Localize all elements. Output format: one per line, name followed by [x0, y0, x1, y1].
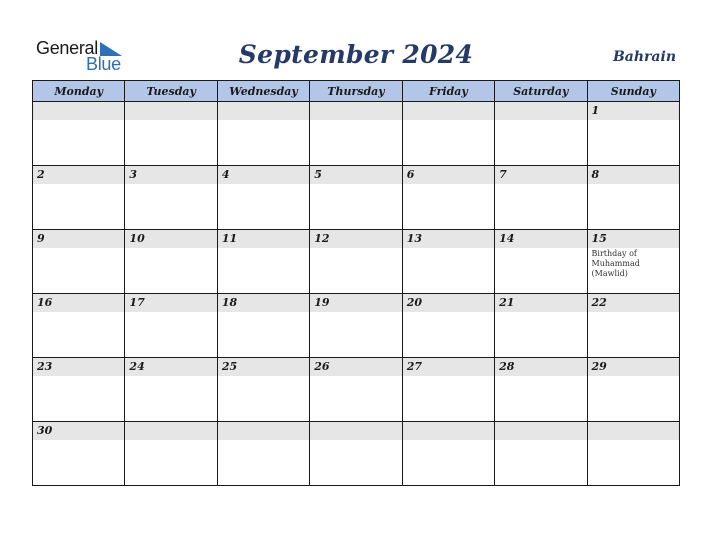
day-number-band	[403, 102, 494, 120]
day-number: 4	[221, 168, 230, 181]
day-cell	[310, 358, 402, 422]
day-number: 12	[314, 232, 330, 245]
day-number-band	[310, 358, 401, 376]
day-cell	[125, 294, 217, 358]
day-number-band	[33, 102, 124, 120]
day-cell	[217, 294, 309, 358]
day-number: 5	[314, 168, 322, 181]
empty-day-cell	[125, 422, 217, 486]
day-number-band	[588, 102, 679, 120]
day-cell	[587, 230, 679, 294]
day-number: 14	[499, 232, 515, 245]
day-number: 19	[314, 296, 330, 309]
day-number-band	[403, 294, 494, 312]
day-number: 24	[129, 360, 145, 373]
day-cell	[33, 422, 125, 486]
day-cell	[310, 294, 402, 358]
day-number-band	[495, 230, 586, 248]
day-number-band	[218, 294, 309, 312]
day-number-band	[33, 294, 124, 312]
day-number-band	[218, 422, 309, 440]
day-cell	[217, 166, 309, 230]
day-cell	[125, 166, 217, 230]
day-number-band	[403, 230, 494, 248]
week-row	[33, 358, 680, 422]
day-number-band	[403, 166, 494, 184]
day-number-band	[310, 166, 401, 184]
day-cell	[310, 166, 402, 230]
day-number-band	[588, 294, 679, 312]
day-number-band	[495, 422, 586, 440]
day-cell	[217, 358, 309, 422]
calendar-grid	[32, 80, 680, 486]
day-number-band	[218, 166, 309, 184]
day-cell	[402, 230, 494, 294]
day-number-band	[588, 422, 679, 440]
day-cell	[402, 358, 494, 422]
day-number-band	[33, 422, 124, 440]
day-number-band	[310, 422, 401, 440]
day-cell	[217, 230, 309, 294]
day-number: 10	[129, 232, 145, 245]
day-number: 25	[221, 360, 238, 373]
day-number-band	[588, 166, 679, 184]
empty-day-cell	[310, 422, 402, 486]
empty-day-cell	[587, 422, 679, 486]
day-number-band	[125, 102, 216, 120]
day-cell	[33, 230, 125, 294]
day-number-band	[588, 358, 679, 376]
day-cell	[33, 166, 125, 230]
day-number-band	[33, 230, 124, 248]
day-number: 23	[37, 360, 53, 373]
day-number: 8	[591, 168, 600, 181]
empty-day-cell	[217, 422, 309, 486]
day-number-band	[403, 358, 494, 376]
day-cell	[33, 294, 125, 358]
empty-day-cell	[125, 102, 217, 166]
weekday-header-row	[33, 81, 680, 102]
day-number-band	[495, 358, 586, 376]
weekday-friday: Friday	[402, 81, 494, 102]
empty-day-cell	[310, 102, 402, 166]
weekday-tuesday: Tuesday	[125, 81, 217, 102]
day-number-band	[125, 230, 216, 248]
day-number: 6	[406, 168, 415, 181]
empty-day-cell	[402, 102, 494, 166]
day-number: 26	[314, 360, 330, 373]
day-cell	[495, 294, 587, 358]
week-row	[33, 230, 680, 294]
weekday-thursday: Thursday	[310, 81, 402, 102]
weekday-saturday: Saturday	[495, 81, 587, 102]
day-number: 18	[221, 296, 238, 309]
day-number-band	[310, 294, 401, 312]
day-number: 22	[591, 296, 607, 309]
day-number-band	[310, 102, 401, 120]
day-number-band	[125, 358, 216, 376]
logo-word-blue: Blue	[86, 54, 121, 74]
day-number-band	[495, 102, 586, 120]
empty-day-cell	[217, 102, 309, 166]
day-cell	[310, 230, 402, 294]
day-number: 27	[406, 360, 422, 373]
logo-word-general: General	[36, 38, 98, 58]
day-number-band	[125, 422, 216, 440]
calendar-title: September 2024	[238, 40, 474, 69]
day-cell	[125, 230, 217, 294]
day-number: 21	[499, 296, 515, 309]
day-number: 30	[37, 424, 53, 437]
day-number-band	[495, 294, 586, 312]
day-number-band	[403, 422, 494, 440]
day-cell	[495, 230, 587, 294]
day-number-band	[33, 166, 124, 184]
day-number: 2	[37, 168, 45, 181]
day-cell	[402, 166, 494, 230]
holiday-event: Birthday of Muhammad (Mawlid)	[591, 249, 640, 278]
day-number: 11	[221, 232, 238, 245]
day-cell	[125, 358, 217, 422]
week-row	[33, 166, 680, 230]
day-number-band	[310, 230, 401, 248]
day-number: 28	[499, 360, 515, 373]
day-cell	[587, 102, 679, 166]
weekday-sunday: Sunday	[587, 81, 679, 102]
day-number: 29	[591, 360, 607, 373]
day-cell	[402, 294, 494, 358]
day-cell	[587, 166, 679, 230]
week-row	[33, 422, 680, 486]
day-number: 1	[591, 104, 600, 117]
day-cell	[587, 358, 679, 422]
day-number-band	[495, 166, 586, 184]
day-number: 13	[406, 232, 422, 245]
day-number: 17	[129, 296, 145, 309]
day-cell	[495, 166, 587, 230]
weekday-monday: Monday	[33, 81, 125, 102]
calendar-body	[33, 102, 680, 486]
day-number: 16	[37, 296, 53, 309]
day-number: 9	[37, 232, 45, 245]
day-number-band	[588, 230, 679, 248]
day-number-band	[218, 230, 309, 248]
day-number-band	[218, 358, 309, 376]
day-number: 15	[591, 232, 607, 245]
empty-day-cell	[33, 102, 125, 166]
week-row	[33, 294, 680, 358]
weekday-wednesday: Wednesday	[217, 81, 309, 102]
day-number-band	[33, 358, 124, 376]
day-cell	[495, 358, 587, 422]
day-number-band	[125, 166, 216, 184]
empty-day-cell	[495, 422, 587, 486]
day-cell	[33, 358, 125, 422]
day-number: 7	[499, 168, 507, 181]
empty-day-cell	[402, 422, 494, 486]
country-label: Bahrain	[612, 49, 676, 65]
week-row	[33, 102, 680, 166]
day-cell	[587, 294, 679, 358]
day-number: 3	[129, 168, 138, 181]
empty-day-cell	[495, 102, 587, 166]
day-number: 20	[406, 296, 422, 309]
day-number-band	[125, 294, 216, 312]
day-number-band	[218, 102, 309, 120]
